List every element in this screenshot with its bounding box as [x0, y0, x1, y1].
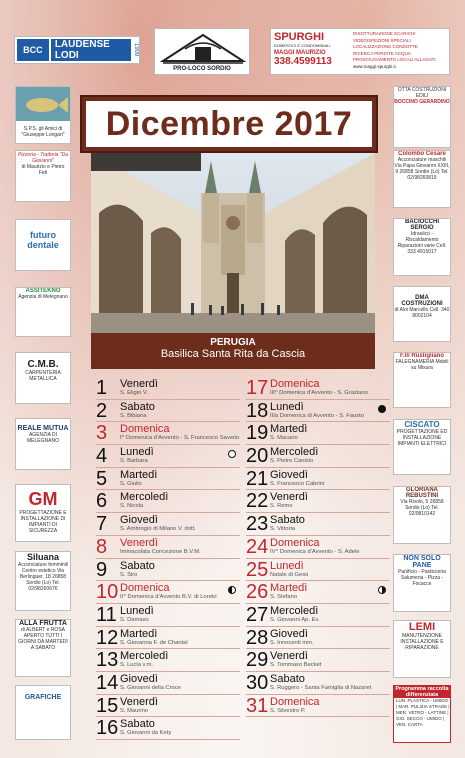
bcc-logo: BCC: [17, 39, 49, 61]
day-weekday: Mercoledì: [120, 650, 169, 663]
ad-right-6: [393, 419, 451, 475]
day-number: 19: [246, 422, 269, 445]
day-number: 3: [96, 422, 108, 445]
day-number: 1: [96, 377, 108, 399]
ad-left-7-head: GM: [28, 489, 58, 509]
day-weekday: Lunedì: [120, 604, 154, 617]
spurghi-brand: SPURGHI: [274, 31, 325, 43]
ad-right-5: [393, 352, 451, 408]
day-weekday: Giovedì: [270, 627, 308, 640]
day-number: 13: [96, 649, 119, 672]
day-saint: S. Siro: [120, 571, 138, 578]
ad-right-7-head: GLORIANA REBUSTINI: [405, 487, 439, 499]
spurghi-services: [353, 31, 436, 70]
day-number: 2: [96, 399, 108, 422]
ad-right-4-head: DMA COSTRUZIONI: [401, 295, 443, 307]
calendar-day-row: [96, 490, 240, 513]
ad-left-3-head: futuro dentale: [27, 230, 59, 250]
ad-left-3: [15, 219, 71, 271]
day-number: 26: [246, 581, 269, 604]
ad-bcc-laudense: [14, 36, 140, 64]
ad-right-7: [393, 486, 451, 544]
day-weekday: Domenica: [270, 536, 320, 549]
ad-left-7-text: PROGETTAZIONE E INSTALLAZIONE DI IMPIANTI DI SICUREZZA: [19, 510, 67, 534]
ad-left-5-text: CARPENTERIA METALLICA: [25, 370, 61, 382]
spurghi-service: RICERCA PERDITE ACQUA: [353, 50, 411, 56]
ad-left-4-text: Agenzia di Melegnano: [18, 294, 68, 300]
day-weekday: Martedì: [120, 627, 158, 640]
spurghi-service: VIDEOISPEZIONI SPECIALI: [353, 37, 411, 43]
day-number: 6: [96, 490, 108, 513]
ad-right-8-head: NON SOLO PANE: [403, 555, 441, 569]
ad-right-1-head: OTTA COSTRUZIONI EDILI: [397, 87, 447, 99]
day-number: 8: [96, 535, 108, 558]
ad-right-3: [393, 218, 451, 276]
ad-right-3-text: Idraulico - Riscaldamento Riparazioni varie Cell. 333 4915017: [397, 231, 447, 255]
day-saint: S. Nicola: [120, 503, 144, 510]
spurghi-phone: 338.4599113: [274, 56, 332, 67]
day-weekday: Domenica: [270, 695, 320, 708]
calendar-column-left: [96, 377, 240, 740]
day-number: 17: [246, 377, 269, 399]
spurghi-sub: DOMESTICI E CONDOMINIALI: [274, 43, 331, 48]
bcc-name: LAUDENSE LODI: [51, 39, 131, 61]
day-weekday: Sabato: [270, 672, 305, 685]
ad-left-2: [15, 150, 71, 202]
ad-proloco: [154, 28, 250, 75]
day-saint: S. Vittoria: [270, 526, 296, 533]
ad-right-2: [393, 150, 451, 208]
day-weekday: Mercoledì: [120, 491, 169, 504]
ad-right-9: [393, 620, 451, 678]
day-weekday: Venerdì: [120, 536, 158, 549]
calendar-day-row: [246, 468, 390, 491]
calendar-day-row: [246, 559, 390, 582]
day-weekday: Giovedì: [120, 514, 158, 527]
calendar-day-row: [246, 672, 390, 695]
day-weekday: Martedì: [120, 468, 158, 481]
day-number: 31: [246, 694, 269, 717]
ad-right-4: [393, 286, 451, 342]
ad-left-9-text: di ALBERT e ROSA APERTO TUTTI I GIORNI DA MARTEDÌ A SABATO: [18, 627, 68, 651]
ad-right-2-text: Acconciature maschili Via Papa Giovanni XXIII, 9 26858 Sordio (Lo) Tel. 02/98260819: [394, 157, 450, 181]
day-saint: S. Damaso: [120, 616, 149, 623]
ad-right-6-head: CISCATO: [404, 420, 440, 429]
day-saint: S. Bibiana: [120, 412, 147, 419]
ad-left-4-head: ASSITEKNO: [25, 288, 61, 294]
ad-left-5: [15, 352, 71, 404]
calendar-day-row: [96, 422, 240, 445]
ad-left-2-head: Pizzeria - Trattoria "Da Giovanni": [17, 152, 69, 164]
calendar-day-row: [246, 695, 390, 718]
spurghi-service: LOCALIZZAZIONE CONDOTTE: [353, 44, 418, 49]
ad-right-6-text: PROGETTAZIONE ED INSTALLAZIONE IMPIANTI ELETTRICI: [396, 429, 448, 447]
ad-right-2-head: Colombo Cesare: [398, 151, 446, 157]
moon-phase-icon: [378, 405, 386, 413]
calendar-day-row: [246, 377, 390, 400]
day-number: 28: [246, 626, 269, 649]
ad-right-5-text: FALEGNAMERIA Mobili su Misura: [395, 359, 449, 371]
day-number: 14: [96, 671, 119, 694]
ad-left-5-head: C.M.B.: [27, 359, 59, 370]
day-saint: S. Giovanni da Kety: [120, 730, 172, 737]
calendar-day-row: [96, 581, 240, 604]
ad-left-6-text: AGENZIA DI MELEGNANO: [27, 432, 59, 444]
day-number: 15: [96, 694, 119, 717]
day-weekday: Venerdì: [270, 650, 308, 663]
caption-city: PERUGIA: [210, 337, 256, 348]
day-saint: S. Eligio V.: [120, 390, 148, 396]
day-weekday: Sabato: [120, 718, 155, 731]
proloco-emblem-icon: [155, 29, 250, 67]
day-saint: S. Giovanni della Croce: [120, 684, 181, 691]
day-weekday: Domenica: [270, 378, 320, 390]
calendar-day-row: [96, 513, 240, 536]
day-saint: II^ Domenica d'Avvento B.V. di Loreto: [120, 594, 217, 601]
day-weekday: Venerdì: [120, 695, 158, 708]
day-saint: S. Innocenti mm.: [270, 639, 314, 646]
day-weekday: Lunedì: [270, 400, 304, 413]
day-weekday: Martedì: [270, 582, 308, 595]
day-number: 20: [246, 445, 269, 468]
calendar-day-row: [246, 490, 390, 513]
title-panel: [86, 101, 372, 147]
day-number: 25: [246, 558, 269, 581]
day-saint: S. Francesco Cabrini: [270, 480, 325, 487]
calendar-column-right: [246, 377, 390, 717]
day-weekday: Sabato: [120, 400, 155, 413]
day-number: 27: [246, 603, 269, 626]
ad-right-8: [393, 554, 451, 612]
day-weekday: Giovedì: [270, 468, 308, 481]
ad-right-10: [393, 685, 451, 743]
photo-caption: [91, 333, 375, 369]
calendar-day-row: [246, 536, 390, 559]
ad-left-10-head: GRAFICHE: [24, 694, 62, 701]
day-saint: I^ Domenica d'Avvento - S. Francesco Saverio: [120, 435, 240, 442]
ad-left-7: [15, 484, 71, 542]
day-number: 30: [246, 671, 269, 694]
proloco-text: PRO-LOCO SORDIO: [173, 66, 231, 72]
caption-place: Basilica Santa Rita da Cascia: [160, 348, 306, 360]
calendar-day-row: [96, 717, 240, 740]
day-weekday: Domenica: [120, 582, 170, 595]
ad-left-8-head: Siluana: [26, 552, 59, 562]
ad-right-9-head: LEMI: [408, 621, 436, 633]
calendar-day-row: [96, 445, 240, 468]
day-number: 18: [246, 399, 269, 422]
day-saint: S. Ambrogio di Milano V. dott.: [120, 526, 196, 533]
day-saint: IIIa Domenica di Avvento - S. Fausto: [270, 412, 364, 419]
day-saint: S. Stefano: [270, 594, 298, 601]
calendar-day-row: [246, 604, 390, 627]
day-weekday: Domenica: [120, 423, 170, 436]
day-number: 4: [96, 445, 108, 468]
day-weekday: Sabato: [120, 559, 155, 572]
day-weekday: Sabato: [270, 514, 305, 527]
calendar-day-row: [246, 649, 390, 672]
day-weekday: Mercoledì: [270, 604, 319, 617]
spurghi-service: DISOTTURAZIONE SCARICHI: [353, 31, 416, 36]
ad-spurghi: [270, 28, 450, 75]
basilica-photo: [91, 153, 375, 333]
day-number: 21: [246, 467, 269, 490]
month-title: Dicembre 2017: [105, 104, 353, 143]
day-saint: S. Giovanna F. de Chantal: [120, 639, 188, 646]
day-weekday: Mercoledì: [270, 446, 319, 459]
ad-left-6: [15, 418, 71, 470]
day-saint: Natale di Gesù: [270, 571, 309, 578]
day-saint: S. Pietro Canisio: [270, 458, 314, 465]
calendar-day-row: [246, 581, 390, 604]
day-number: 12: [96, 626, 119, 649]
ad-right-10-head: Programma raccolta differenziata: [395, 686, 449, 698]
basilica-photo-image: [91, 153, 375, 333]
calendar-day-row: [246, 445, 390, 468]
day-weekday: Venerdì: [270, 491, 308, 504]
day-saint: S. Macario: [270, 435, 298, 442]
day-number: 16: [96, 717, 119, 740]
day-number: 29: [246, 649, 269, 672]
ad-left-2-text: di Maurizio e Pietro Feti: [21, 164, 65, 176]
bcc-year: 1909: [133, 43, 139, 57]
day-weekday: Lunedì: [270, 559, 304, 572]
ad-right-1-text: BOCCINO GERARDINO: [394, 99, 450, 105]
ad-right-8-text: Panificio - Pasticceria Salumeria - Pizza - Focacce: [398, 569, 446, 587]
spurghi-person: MAGGI MAURIZIO: [274, 50, 326, 56]
day-number: 9: [96, 558, 108, 581]
day-weekday: Lunedì: [120, 446, 154, 459]
day-saint: S. Maurino: [120, 707, 149, 714]
calendar-day-row: [96, 627, 240, 650]
spurghi-web: www.maggi-spurghi.it: [353, 63, 396, 69]
moon-phase-icon: [378, 586, 386, 594]
calendar-day-row: [96, 468, 240, 491]
calendar-day-row: [96, 400, 240, 423]
calendar-day-row: [246, 400, 390, 423]
calendar-day-row: [96, 649, 240, 672]
day-number: 22: [246, 490, 269, 513]
ad-left-4: [15, 287, 71, 337]
calendar-day-row: [246, 422, 390, 445]
ad-right-1: [393, 86, 451, 148]
day-saint: S. Remo: [270, 503, 293, 510]
day-number: 5: [96, 467, 108, 490]
ad-left-1: [15, 86, 71, 144]
ad-left-9: [15, 619, 71, 677]
calendar-day-row: [96, 536, 240, 559]
title-banner: [80, 95, 378, 153]
day-saint: S. Giovanni Ap. Ev.: [270, 616, 320, 623]
day-weekday: Martedì: [270, 423, 308, 436]
calendar-day-row: [96, 695, 240, 718]
calendar-day-row: [96, 672, 240, 695]
spurghi-service: PROSCIUGAMENTO LOCALI ALLAGATI: [353, 57, 436, 62]
ad-left-8-text: Acconciature femminili Centro estetico Via Berlinguer, 18 26858 Sordio (Lo) Tel. 02/98260676: [17, 562, 69, 592]
moon-phase-icon: [228, 586, 236, 594]
day-weekday: Giovedì: [120, 672, 158, 685]
day-weekday: Venerdì: [120, 378, 158, 390]
ad-right-7-text: Via Rivolo, 5 26858 Sordio (Lo) Tel. 02/9810142: [400, 499, 444, 517]
day-saint: Immacolata Concezione B.V.M.: [120, 548, 201, 555]
calendar-day-row: [96, 604, 240, 627]
ad-left-8: [15, 551, 71, 611]
calendar-day-row: [96, 377, 240, 400]
ad-right-10-text: LUN. PLASTICA - UMIDO | MAR. PULIZIA STRADE | MER. VETRO - LATTINE | GIO. SECCO - UMIDO | VEN. CARTA: [396, 698, 450, 727]
day-number: 10: [96, 581, 119, 604]
day-saint: S. Barbara: [120, 458, 148, 465]
day-saint: IV^ Domenica d'Avvento - S. Adele: [270, 548, 360, 555]
calendar-day-row: [246, 513, 390, 536]
day-number: 23: [246, 513, 269, 536]
ad-left-6-head: REALE MUTUA: [17, 425, 69, 432]
day-saint: S. Ruggero - Santa Famiglia di Nazaret: [270, 684, 372, 691]
calendar-day-row: [96, 559, 240, 582]
day-saint: S. Tommaso Becket: [270, 662, 322, 669]
day-saint: III^ Domenica d'Avvento - S. Graziano: [270, 390, 368, 396]
moon-phase-icon: [228, 450, 236, 458]
ad-left-9-head: ALLA FRUTTA: [19, 620, 67, 627]
ad-right-3-head: BACIOCCHI SERGIO: [405, 219, 439, 231]
day-number: 7: [96, 513, 108, 536]
ad-right-4-text: di Aloi Marcello Cell. 340 8002104: [394, 307, 450, 319]
fish-icon: [16, 87, 71, 121]
ad-left-10: [15, 685, 71, 740]
day-number: 11: [96, 603, 117, 626]
day-number: 24: [246, 535, 269, 558]
ad-left-1-head: S.P.S. gli Amici di "Giuseppe Longari": [21, 126, 65, 138]
ad-right-5-head: F.lli Rustigliano: [399, 353, 444, 359]
day-saint: S. Silvestro P.: [270, 707, 306, 714]
ad-right-9-text: MANUTENZIONE INSTALLAZIONE E RIPARAZIONE: [400, 633, 444, 651]
day-saint: S. Lucia v.m.: [120, 662, 154, 669]
day-saint: S. Giulio: [120, 480, 142, 487]
calendar-day-row: [246, 627, 390, 650]
